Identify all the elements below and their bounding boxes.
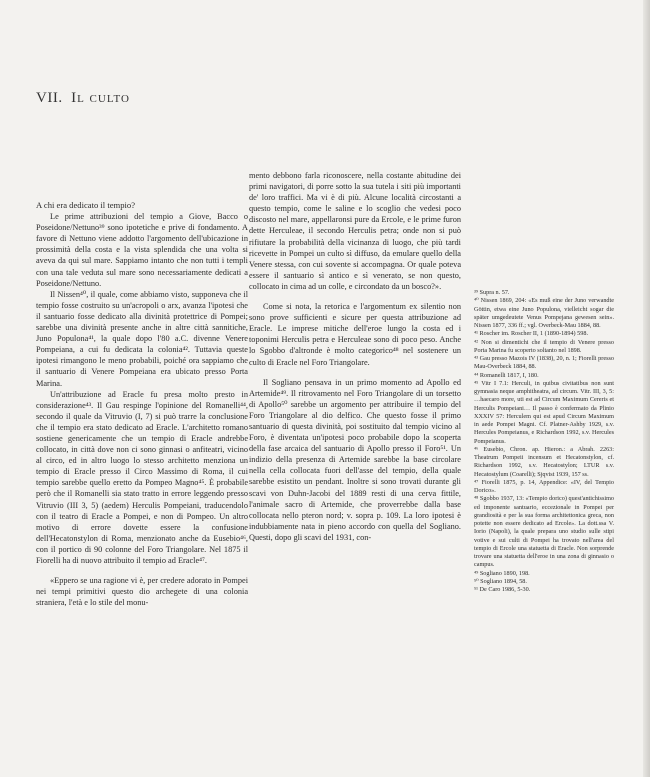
footnote: ⁴⁷ Fiorelli 1875, p. 14, Appendice: «IV, del Tempio Dorico».: [474, 478, 614, 494]
footnote: ⁴⁴ Romanelli 1817, I, 180.: [474, 371, 539, 379]
footnote: ⁴³ Gau presso Mazois IV (1838), 20, n. 1; Fiorelli presso Mau-Overbeck 1884, 88.: [474, 355, 614, 371]
paragraph: Le prime attribuzioni del tempio a Giove, Bacco o Poseidone/Nettuno³⁹ sono ipotetiche e prive di fondamento. A favore di Nettuno viene addotto l'argomento dell'ubicazione in prossimità della costa e la vista splendida che una volta si aveva da qui sul mare. Sappiamo intanto che non tutti i templi con una tale veduta sul mare sono necessariamente dedicati a Poseidone/Nettuno.: [36, 212, 248, 288]
paragraph: mento debbono farla riconoscere, nella costante abitudine dei primi navigatori, di porre sotto la sua tutela i siti più importanti de' loro traffici. Ma vi è di più. Alcune località circostanti a questo tempio, come le saline e lo scoglio che vedesi poco discosto nel mare, appellaronsi pure da Ercole, e le prime furon dette Herculeae, il secondo Herculis petra; onde non si può rifiutare la probabilità della vicinanza di luogo, che più tardi ricevette in Pompei un culto sì diffuso, da emulare quello della Venere stessa, con cui sovente si accompagna. Or quale poteva essere il santuario sì antico e sì venerato, se non questo, collocato in cima ad un colle, e circondato da un bosco?».: [249, 171, 461, 291]
footnote: ⁴⁰ Nissen 1869, 204: «Es muß eine der Juno verwandte Göttin, etwa eine Juno Populona, vielleicht sogar die später umgedeutete Venus Pompejana gewesen sein». Nissen 1877, 336 ff.; vgl. Overbeck-Mau 1884, 88.: [474, 297, 614, 329]
chapter-heading: [36, 90, 130, 107]
paragraph: Come si nota, la retorica e l'argomentum ex silentio non sono prove sufficienti e sicure per questa attribuzione ad Eracle. Le imprese mitiche dell'eroe lungo la costa ed i toponimi Herculis petra e Herculeae sono di poco peso. Anche lo Sgobbo d'altronde è molto categorico⁴⁸ nel sostenere un culto di Eracle nel Foro Triangolare.: [249, 302, 461, 367]
paragraph: Il Sogliano pensava in un primo momento ad Apollo ed Artemide⁴⁹. Il ritrovamento nel Foro Triangolare di un torsetto di Apollo⁵⁰ sarebbe un argomento per attribuire il tempio del Foro Triangolare al dio delfico. Che questo fosse il primo santuario di questa divinità, poi sostituito dal tempio vicino al Foro, è diventata un'ipotesi poco probabile dopo la scoperta della fase arcaica del santuario di Apollo presso il Foro⁵¹. Un indizio della presenza di Artemide sarebbe la base circolare nella cella collocata fuori dell'asse del tempio, della quale sarebbe esistito un pendant. Inoltre si sono trovati durante gli scavi von Duhn-Jacobi del 1889 resti di una cerva fittile, l'animale sacro di Artemide, che proverrebbe dalla base collocata nello pteron nord; v. sopra p. 109. La loro ipotesi è indubbiamente nata in pieno accordo con quella del Sogliano. Questi, dopo gli scavi del 1931, con-: [249, 377, 461, 542]
footnote: ⁴⁶ Eusebio, Chron. ap. Hieron.: a Abrah. 2263: Theatrum Pompeii incensum et Hecatonstylon, cf. Richardson 1992, s.v. Hecatostylon; LTUR s.v. Hecatostylum (Coarelli); Sjqvist 1939, 157 ss.: [474, 445, 614, 478]
footnote: ³⁹ Supra n. 57.: [474, 289, 510, 296]
paragraph: Un'attribuzione ad Eracle fu presa molto presto in considerazione⁴³. Il Gau respinge l'opinione del Romanelli⁴⁴, secondo il quale da Vitruvio (I, 7) si può trarre la conclusione che il tempio era stato dedicato ad Eracle. L'architetto romano sostiene genericamente che un tempio di Eracle andrebbe collocato, in città dove non ci sono ginnasi o anfiteatri, vicino al circo, ed in altro luogo lo stesso architetto menziona un tempio di Eracle presso il Circo Massimo di Roma, il cui tempio sarebbe quello eretto da Pompeo Magno⁴⁵. È probabile però che il Romanelli sia stato tratto in errore leggendo presso Vitruvio (III 3, 5) (aedem) Herculis Pompeiani, traducendolo con il teatro di Eracle a Pompei, e non di Pompeo. Un altro motivo di errore dovette essere la confusione dell'Hecatonstylon di Roma, menzionato anche da Eusebio⁴⁶, con il portico di 90 colonne del Foro Triangolare. Nel 1875 il Fiorelli ha di nuovo attribuito il tempio ad Eracle⁴⁷.: [36, 389, 248, 565]
text-column-middle: [249, 170, 461, 543]
text-column-left: [36, 200, 248, 608]
page-edge: [643, 0, 650, 777]
section-title: A chi era dedicato il tempio?: [36, 200, 136, 210]
footnote: ⁴⁵ Vitr I 7.1: Herculi, in quibus civitatibus non sunt gymnasia neque amphitheatra, ad circum. Vitr. III, 3, 5: …haecaro more, uti est ad Circum Maximum Cereris et Herculis Pompeiani… Il passo è confermato da Plinio XXXIV 57: Herculem qui est apud Circum Maximum in aede Pompei Magni. Cf. Platner-Ashby 1929, s.v. Hercules Pompeianus, e Richardson 1992, s.v. Hercules Pompeianus.: [474, 379, 614, 445]
footnote: ⁴² Non si dimentichi che il tempio di Venere presso Porta Marina fu scoperto soltanto nel 1898.: [474, 338, 614, 354]
chapter-number: VII.: [36, 90, 63, 106]
footnote: ⁵¹ De Caro 1986, 5-30.: [474, 586, 531, 593]
chapter-title: Il culto: [71, 90, 130, 106]
paragraph: Il Nissen⁴⁰, il quale, come abbiamo visto, supponeva che il tempio fosse costruito su un'acropoli o arx, avanza l'ipotesi che il santuario fosse dedicato alla divinità protettrice di Pompei; sarebbe una divinità presente anche in altre città sannitiche, Juno Populona⁴¹, la quale dopo l'80 a.C. divenne Venere Pompeiana, a cui fu dedicata la colonia⁴². Tuttavia queste ipotesi rimangono le meno probabili, poiché ora sappiamo che il santuario di Venere Pompeiana era ubicato presso Porta Marina.: [36, 289, 248, 388]
footnote: ⁴⁸ Sgobbo 1937, 13: «Tempio dorico) quest'antichissimo ed imponente santuario, eccezionale in Pompei per grandiosità e per la sua forma architettonica greca, non potette non essere dedicato ad Ercole». La dott.ssa V. Iorio (Napoli), la quale prepara uno studio sulle stipi votive e sui culti di Pompei ha trovato nell'area del tempio di Ercole una statuetta di Eracle. Non sorprende trovare una statuetta dell'eroe in una zona di ginnasio o campus.: [474, 495, 614, 569]
footnote: ⁴⁹ Sogliano 1890, 198.: [474, 569, 530, 577]
paragraph: «Eppero se una ragione vi è, per credere adorato in Pompei nei tempi primitivi questo dio archegete di una colonia straniera, l'età e lo stile del monu-: [36, 576, 248, 608]
footnote: ⁵⁰ Sogliano 1894, 58.: [474, 577, 527, 585]
footnotes-column: [474, 289, 614, 594]
footnote: ⁴¹ Roscher im. Roscher II, 1 (1890-1894) 598.: [474, 330, 588, 338]
